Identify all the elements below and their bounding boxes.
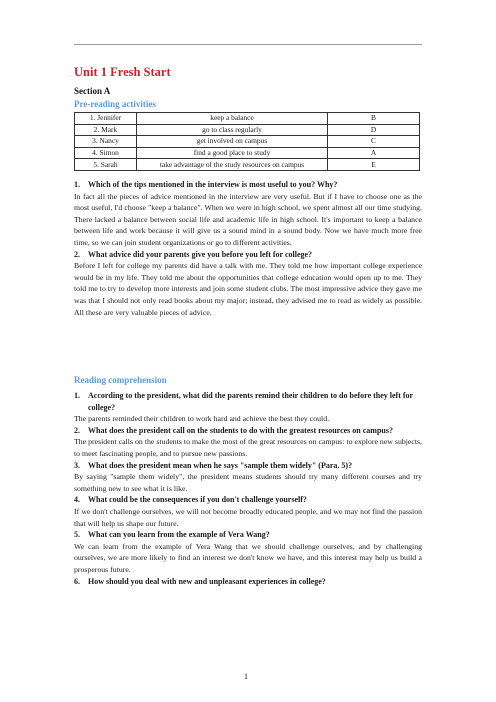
answer-text: In fact all the pieces of advice mentioned in the interview are very useful. But if I have to choose one as the most useful, I'd choose "keep a balance". When we were in high school, we spent almost all our time studying. There lacked a balance between social life and academic life in high school. It's important to keep a balance between life and work because it will give us a sound mind in a sound body. Now we have much more free time, so we can join student organizations or go to different activities. (74, 191, 422, 247)
tip-cell: keep a balance (137, 113, 328, 125)
student-cell: 3. Nancy (75, 136, 137, 148)
tip-cell: get involved on campus (137, 136, 328, 148)
answer-cell: D (328, 124, 420, 136)
answer-text: Before I left for college my parents did have a talk with me. They told me how important college experience would be in my life. They told me about the opportunities that college education would open up to me. They told me to try to develop more interests and join some student clubs. The most impressive advice they gave me was that I should not only read books about my major; instead, they advised me to read as widely as possible. All these are very valuable pieces of advice. (74, 261, 422, 317)
table-row (75, 136, 420, 148)
question (74, 576, 422, 588)
question-text: What does the president call on the students to do with the greatest resources on campus? (88, 425, 393, 435)
question-text: What could be the consequences if you don't challenge yourself? (88, 495, 307, 505)
question-number: 3. (74, 460, 80, 470)
question-number: 2. (74, 249, 80, 259)
question (74, 460, 422, 472)
question-text: According to the president, what did the parents remind their children to do before they left for college? (88, 391, 413, 412)
question (74, 249, 422, 261)
tip-cell: go to class regularly (137, 124, 328, 136)
question-text: What can you learn from the example of Vera Wang? (88, 530, 270, 540)
page-number: 1 (244, 672, 248, 681)
question-number: 1. (74, 391, 80, 400)
question-text: Which of the tips mentioned in the interview is most useful to you? Why? (88, 180, 338, 189)
tip-cell: take advantage of the study resources on campus (137, 159, 328, 171)
question-number: 6. (74, 576, 80, 586)
reading-comprehension-questions (74, 390, 422, 587)
student-cell: 5. Sarah (75, 159, 137, 171)
answer-cell: E (328, 159, 420, 171)
question (74, 494, 422, 506)
answer-text: The president calls on the students to make the most of the great resources on campus: to explore new subjects, to meet fascinating people, and to pursue new passions. (74, 437, 422, 458)
question (74, 529, 422, 541)
reading-comprehension-heading: Reading comprehension (74, 375, 167, 385)
question (74, 179, 422, 191)
question-text: How should you deal with new and unpleasant experiences in college? (88, 576, 326, 586)
question-text: What does the president mean when he says "sample them widely" (Para. 5)? (88, 460, 353, 470)
answer-text: We can learn from the example of Vera Wang that we should challenge ourselves, and by challenging ourselves, we are more likely to find an interest we don't know we have, and this interest may help us build a prosperous future. (74, 541, 422, 574)
question-number: 5. (74, 530, 80, 540)
answer-text: By saying "sample them widely", the president means students should try many different courses and try something new to see what it is like. (74, 472, 422, 493)
student-cell: 2. Mark (75, 124, 137, 136)
pre-reading-questions (74, 179, 422, 318)
answer-cell: C (328, 136, 420, 148)
pre-reading-table (74, 112, 420, 171)
header-rule (74, 44, 422, 45)
answer-cell: A (328, 147, 420, 159)
question-number: 1. (74, 180, 80, 189)
student-cell: 1. Jennifer (75, 113, 137, 125)
section-heading: Section A (74, 86, 111, 96)
table-row (75, 124, 420, 136)
answer-text: If we don't challenge ourselves, we will not become broadly educated people, and we may not find the passion that will help us shape our future. (74, 506, 422, 528)
unit-title: Unit 1 Fresh Start (74, 65, 171, 79)
pre-reading-heading: Pre-reading activities (74, 99, 156, 109)
question (74, 390, 422, 413)
question-number: 4. (74, 495, 80, 505)
table-row (75, 147, 420, 159)
table-row (75, 113, 420, 125)
question-text: What advice did your parents give you before you left for college? (88, 249, 313, 259)
answer-cell: B (328, 113, 420, 125)
question (74, 425, 422, 437)
student-cell: 4. Simon (75, 147, 137, 159)
tip-cell: find a good place to study (137, 147, 328, 159)
question-number: 2. (74, 425, 80, 435)
table-row (75, 159, 420, 171)
answer-text: The parents reminded their children to work hard and achieve the best they could. (74, 414, 330, 424)
